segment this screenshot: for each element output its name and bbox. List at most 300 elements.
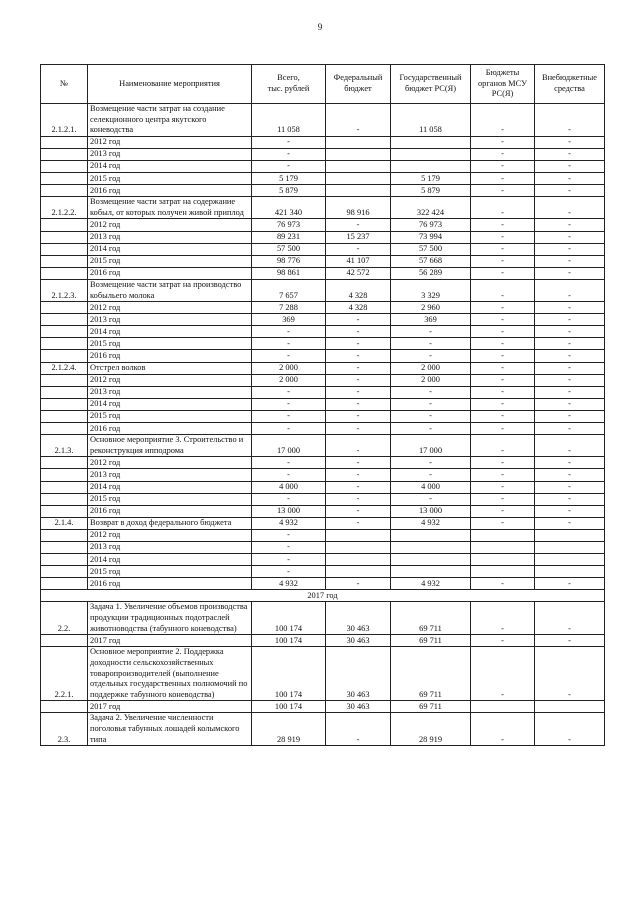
row-name: 2014 год [88,243,252,255]
value-state: 69 711 [391,701,471,713]
value-total: - [252,423,326,435]
value-federal [326,136,391,148]
value-federal: - [326,350,391,362]
table-row-activity [41,517,605,529]
row-name: 2016 год [88,505,252,517]
row-code [41,326,88,338]
value-state: - [391,457,471,469]
value-federal: 30 463 [326,602,391,635]
value-municipal [471,701,535,713]
value-municipal: - [471,374,535,386]
value-extrabudget: - [535,338,605,350]
table-row-year [41,457,605,469]
value-municipal [471,541,535,553]
value-state: - [391,469,471,481]
value-state: 57 500 [391,243,471,255]
value-extrabudget: - [535,469,605,481]
value-state [391,554,471,566]
value-state [391,148,471,160]
value-extrabudget: - [535,435,605,457]
row-name: 2015 год [88,173,252,185]
value-federal: - [326,481,391,493]
value-total: 2 000 [252,374,326,386]
value-total: 5 179 [252,173,326,185]
row-name: Возмещение части затрат на производство кобыльего молока [88,279,252,301]
value-total: - [252,566,326,578]
value-extrabudget: - [535,423,605,435]
value-federal [326,148,391,160]
table-row-year [41,493,605,505]
row-code [41,398,88,410]
value-state: 73 994 [391,231,471,243]
value-extrabudget: - [535,160,605,172]
row-name: 2013 год [88,314,252,326]
value-total: 100 174 [252,647,326,701]
table-row-year [41,701,605,713]
value-state: 11 058 [391,104,471,137]
value-total: - [252,493,326,505]
row-code [41,136,88,148]
value-federal [326,566,391,578]
table-row-year [41,255,605,267]
row-name: Основное мероприятие 3. Строительство и реконструкция ипподрома [88,435,252,457]
page-number: 9 [317,22,323,32]
value-extrabudget: - [535,635,605,647]
value-state: 17 000 [391,435,471,457]
header-total: Всего, тыс. рублей [252,65,326,104]
value-extrabudget: - [535,481,605,493]
row-name: Задача 1. Увеличение объемов производства продукции традиционных подотраслей животноводства (табунного коневодства) [88,602,252,635]
value-total: 2 000 [252,362,326,374]
value-federal: - [326,713,391,746]
row-name: 2012 год [88,374,252,386]
table-row-year [41,302,605,314]
row-name: Задача 2. Увеличение численности поголовья табунных лошадей колымского типа [88,713,252,746]
value-municipal: - [471,647,535,701]
value-municipal: - [471,350,535,362]
value-federal [326,160,391,172]
row-code [41,338,88,350]
value-municipal: - [471,231,535,243]
value-total: - [252,410,326,422]
table-row-year [41,635,605,647]
value-federal: - [326,374,391,386]
value-municipal: - [471,219,535,231]
row-name: 2016 год [88,578,252,590]
value-state: - [391,326,471,338]
value-municipal: - [471,635,535,647]
value-municipal: - [471,185,535,197]
value-federal: - [326,457,391,469]
value-municipal: - [471,314,535,326]
table-row-activity [41,435,605,457]
value-federal: 30 463 [326,635,391,647]
value-federal: - [326,435,391,457]
row-code [41,566,88,578]
value-state [391,136,471,148]
row-code: 2.1.4. [41,517,88,529]
table-row-year [41,398,605,410]
header-activity: Наименование мероприятия [88,65,252,104]
row-code: 2.3. [41,713,88,746]
value-extrabudget: - [535,197,605,219]
value-total: - [252,350,326,362]
table-row-year [41,554,605,566]
table-header-row [41,65,605,104]
value-total: 100 174 [252,602,326,635]
section-label: 2017 год [41,590,605,602]
table-row-year [41,423,605,435]
value-extrabudget: - [535,493,605,505]
row-code [41,148,88,160]
value-federal: 42 572 [326,267,391,279]
row-name: 2015 год [88,255,252,267]
value-federal: 15 237 [326,231,391,243]
value-extrabudget: - [535,350,605,362]
row-code [41,469,88,481]
value-extrabudget [535,554,605,566]
header-extrabudget: Внебюджетные средства [535,65,605,104]
value-total: - [252,529,326,541]
row-code [41,243,88,255]
row-code: 2.1.2.3. [41,279,88,301]
value-municipal: - [471,398,535,410]
value-federal: - [326,493,391,505]
value-state: 13 000 [391,505,471,517]
value-extrabudget: - [535,243,605,255]
value-extrabudget: - [535,219,605,231]
value-total: 98 861 [252,267,326,279]
value-state: 28 919 [391,713,471,746]
table-row-year [41,566,605,578]
value-total: 100 174 [252,635,326,647]
table-row-activity [41,713,605,746]
value-federal [326,541,391,553]
value-state: - [391,338,471,350]
value-municipal: - [471,160,535,172]
value-federal: - [326,505,391,517]
row-code [41,493,88,505]
value-extrabudget: - [535,362,605,374]
row-code [41,374,88,386]
value-federal: - [326,410,391,422]
value-state: 322 424 [391,197,471,219]
row-code [41,541,88,553]
value-municipal: - [471,302,535,314]
row-name: 2012 год [88,302,252,314]
row-name: 2014 год [88,554,252,566]
table-row-activity [41,104,605,137]
value-federal [326,529,391,541]
value-total: 4 932 [252,517,326,529]
row-name: 2016 год [88,423,252,435]
value-total: - [252,136,326,148]
table-row-year [41,481,605,493]
value-state: - [391,398,471,410]
row-code [41,219,88,231]
value-total: 57 500 [252,243,326,255]
value-extrabudget: - [535,231,605,243]
row-name: 2013 год [88,386,252,398]
row-code [41,529,88,541]
value-municipal: - [471,423,535,435]
row-code [41,302,88,314]
value-state: - [391,410,471,422]
value-federal: 98 916 [326,197,391,219]
value-state: 76 973 [391,219,471,231]
table-row-year [41,350,605,362]
row-name: Отстрел волков [88,362,252,374]
value-state [391,566,471,578]
row-name: 2016 год [88,185,252,197]
table-row-year [41,185,605,197]
table-row-year [41,136,605,148]
table-row-year [41,148,605,160]
value-total: - [252,398,326,410]
value-municipal: - [471,326,535,338]
row-name: 2012 год [88,136,252,148]
header-number: № [41,65,88,104]
row-name: 2014 год [88,398,252,410]
value-municipal: - [471,469,535,481]
value-extrabudget: - [535,136,605,148]
value-municipal: - [471,136,535,148]
value-state: - [391,350,471,362]
value-municipal: - [471,362,535,374]
value-total: 89 231 [252,231,326,243]
table-row-year [41,338,605,350]
table-row-year [41,219,605,231]
row-code: 2.2.1. [41,647,88,701]
value-state: 4 932 [391,517,471,529]
row-name: 2012 год [88,219,252,231]
value-municipal: - [471,410,535,422]
table-row-year [41,326,605,338]
value-federal: - [326,517,391,529]
row-code [41,701,88,713]
row-code [41,255,88,267]
row-code: 2.1.2.2. [41,197,88,219]
value-municipal: - [471,435,535,457]
table-row-year [41,386,605,398]
value-total: 4 932 [252,578,326,590]
value-extrabudget: - [535,185,605,197]
value-extrabudget: - [535,386,605,398]
value-municipal [471,529,535,541]
value-total: - [252,148,326,160]
value-federal: - [326,362,391,374]
value-extrabudget: - [535,517,605,529]
table-row-year [41,374,605,386]
value-total: 4 000 [252,481,326,493]
value-extrabudget: - [535,148,605,160]
header-state: Государственный бюджет РС(Я) [391,65,471,104]
value-state: - [391,423,471,435]
value-total: - [252,326,326,338]
row-name: Основное мероприятие 2. Поддержка доходности сельскохозяйственных товаропроизводителей (выполнение отдельных государственных полномочий по поддержке табунного коневодства) [88,647,252,701]
value-municipal: - [471,243,535,255]
value-municipal: - [471,602,535,635]
value-extrabudget: - [535,279,605,301]
value-federal: - [326,423,391,435]
value-state: 2 000 [391,362,471,374]
row-name: 2015 год [88,566,252,578]
value-federal: 30 463 [326,647,391,701]
value-state [391,529,471,541]
value-state [391,160,471,172]
table-row-year [41,578,605,590]
value-state: 2 960 [391,302,471,314]
row-code [41,635,88,647]
value-municipal: - [471,493,535,505]
row-code [41,481,88,493]
value-total: - [252,469,326,481]
value-total: 76 973 [252,219,326,231]
row-code: 2.1.3. [41,435,88,457]
value-extrabudget: - [535,326,605,338]
row-name: 2013 год [88,231,252,243]
value-state: - [391,493,471,505]
value-municipal: - [471,267,535,279]
table-row-activity [41,362,605,374]
value-state: 69 711 [391,602,471,635]
section-row [41,590,605,602]
row-name: 2017 год [88,635,252,647]
value-total: - [252,386,326,398]
value-extrabudget: - [535,457,605,469]
row-name: 2013 год [88,541,252,553]
row-code [41,423,88,435]
value-federal: - [326,469,391,481]
value-federal: - [326,314,391,326]
value-state: 56 289 [391,267,471,279]
value-extrabudget: - [535,302,605,314]
value-total: - [252,160,326,172]
table-row-year [41,314,605,326]
row-code: 2.1.2.1. [41,104,88,137]
value-extrabudget [535,566,605,578]
value-municipal: - [471,255,535,267]
row-code [41,410,88,422]
row-name: 2013 год [88,148,252,160]
value-state: 4 000 [391,481,471,493]
row-code [41,554,88,566]
value-federal: 4 328 [326,302,391,314]
budget-table [40,64,605,746]
row-code: 2.2. [41,602,88,635]
value-total: 11 058 [252,104,326,137]
value-total: 98 776 [252,255,326,267]
value-extrabudget: - [535,647,605,701]
row-code [41,160,88,172]
value-extrabudget [535,701,605,713]
header-municipal: Бюджеты органов МСУ РС(Я) [471,65,535,104]
value-federal [326,173,391,185]
value-total: 5 879 [252,185,326,197]
row-name: 2015 год [88,410,252,422]
table-row-year [41,469,605,481]
value-state: 5 879 [391,185,471,197]
row-code [41,350,88,362]
row-name: 2015 год [88,493,252,505]
value-extrabudget: - [535,267,605,279]
value-state [391,541,471,553]
value-total: 421 340 [252,197,326,219]
value-total: - [252,541,326,553]
value-federal: 4 328 [326,279,391,301]
value-municipal: - [471,481,535,493]
value-extrabudget: - [535,173,605,185]
value-municipal: - [471,338,535,350]
value-total: 100 174 [252,701,326,713]
table-row-activity [41,197,605,219]
value-federal: - [326,398,391,410]
value-state: 69 711 [391,635,471,647]
table-row-activity [41,647,605,701]
row-code [41,267,88,279]
row-code [41,386,88,398]
table-row-year [41,505,605,517]
row-name: 2012 год [88,457,252,469]
value-federal [326,554,391,566]
row-code [41,457,88,469]
value-extrabudget: - [535,602,605,635]
value-municipal: - [471,104,535,137]
value-municipal: - [471,279,535,301]
table-row-year [41,541,605,553]
value-extrabudget [535,529,605,541]
value-total: - [252,338,326,350]
value-extrabudget [535,541,605,553]
table-row-year [41,160,605,172]
value-federal: - [326,386,391,398]
value-extrabudget: - [535,104,605,137]
value-municipal: - [471,713,535,746]
value-state: 57 668 [391,255,471,267]
table-row-activity [41,279,605,301]
value-extrabudget: - [535,398,605,410]
value-state: 4 932 [391,578,471,590]
value-state: 3 329 [391,279,471,301]
row-name: Возмещение части затрат на создание селекционного центра якутского коневодства [88,104,252,137]
value-state: 369 [391,314,471,326]
value-federal: 30 463 [326,701,391,713]
table-row-year [41,231,605,243]
value-state: - [391,386,471,398]
value-municipal: - [471,517,535,529]
row-code [41,578,88,590]
row-name: 2015 год [88,338,252,350]
value-total: 17 000 [252,435,326,457]
header-federal: Федеральный бюджет [326,65,391,104]
row-code [41,505,88,517]
value-municipal: - [471,148,535,160]
value-municipal [471,566,535,578]
value-state: 2 000 [391,374,471,386]
row-code [41,314,88,326]
value-federal: - [326,338,391,350]
value-extrabudget: - [535,578,605,590]
table-row-year [41,529,605,541]
value-state: 5 179 [391,173,471,185]
value-state: 69 711 [391,647,471,701]
row-code: 2.1.2.4. [41,362,88,374]
table-row-year [41,410,605,422]
value-extrabudget: - [535,374,605,386]
value-municipal: - [471,197,535,219]
value-federal: - [326,104,391,137]
value-municipal: - [471,457,535,469]
